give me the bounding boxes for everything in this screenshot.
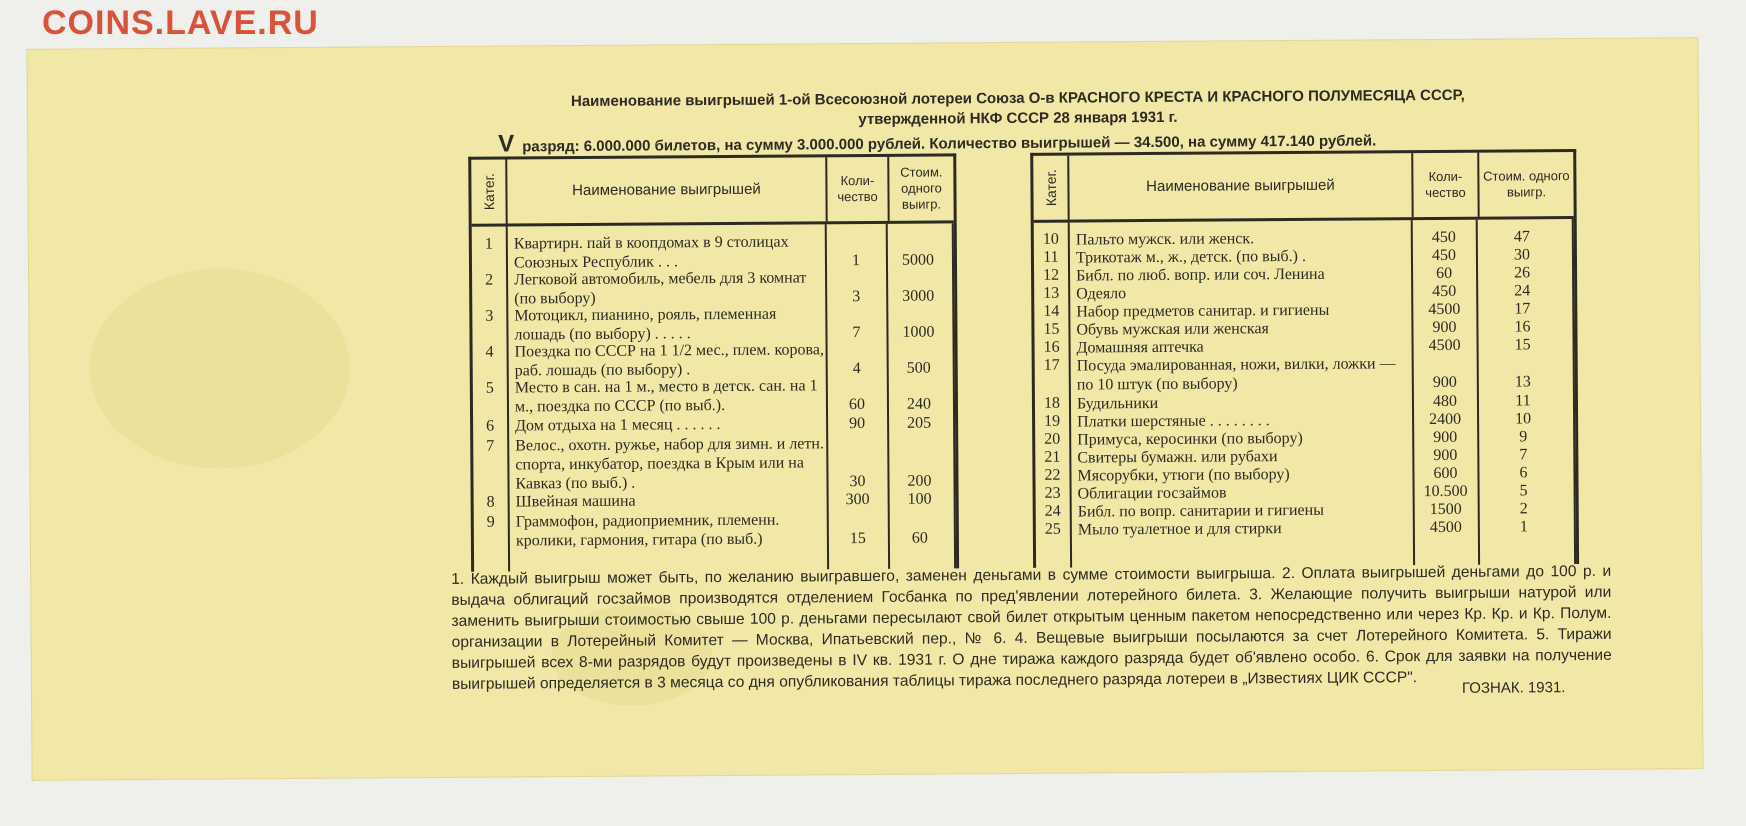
item-name-cell: Легковой автомобиль, мебель для 3 комнат (по выбору): [514, 269, 807, 308]
category-cell: 17: [1043, 356, 1060, 374]
value-cell: 30: [1513, 246, 1530, 264]
value-cell: 15: [1514, 336, 1531, 354]
category-cell: 5: [485, 379, 494, 397]
notes-paragraph: 1. Каждый выигрыш может быть, по желанию выигравшего, заменен деньгами в сумме стоимости выигрыша. 2. Оплата выигрышей деньгами до 100 р. и выдача облигаций госзаймов производятся отделением Госбанка по пред'явлении лотерейного билета. 3. Желающие получить выигрыши натурой или заменить выигрыши стоимостью свыше 100 р. деньгами пересылают свой билет открытым ценным пакетом непосредственно или через Кр. Кр. и Кр. Полум. организации в Лотерейный Комитет — Москва, Ипатьевский пер., № 6. 4. Вещевые выигрыши посылаются за счет Лотерейного Комитета. 5. Тиражи выигрышей всех 8-ми разрядов будут произведены в IV кв. 1931 г. О дне тиража каждого разряда будет об'явлено особо. 6. Срок для заявки на получение выигрышей определяется в 3 месяца со дня опубликования таблицы тиража последнего разряда лотереи в „Известиях ЦИК СССР".: [451, 562, 1612, 693]
category-cell: 4: [485, 343, 494, 361]
category-cell: 23: [1044, 484, 1061, 502]
watermark-text: COINS.LAVE.RU: [42, 4, 319, 42]
quantity-cell: 15: [849, 529, 866, 548]
lottery-ticket: [27, 38, 1702, 780]
quantity-cell: 4500: [1429, 518, 1462, 537]
quantity-cell: 90: [849, 414, 866, 433]
item-name-cell: Будильники: [1076, 394, 1159, 413]
quantity-cell: 7: [852, 324, 861, 342]
quantity-cell: 1: [851, 252, 861, 270]
quantity-cell: 900: [1432, 373, 1457, 392]
item-name-cell: Мыло туалетное и для стирки: [1077, 520, 1282, 539]
item-name-cell: Набор предметов санитар. и гигиены: [1076, 301, 1330, 321]
table-header: [1033, 152, 1573, 223]
quantity-cell: 600: [1433, 464, 1458, 483]
header-category: Катег.: [1033, 156, 1069, 220]
header-quantity: Коли-чество: [827, 157, 889, 221]
table-row: [474, 509, 956, 550]
category-cell: 12: [1043, 266, 1060, 284]
value-cell: 500: [906, 359, 931, 377]
printer-imprint: ГОЗНАК. 1931.: [1461, 679, 1566, 697]
item-name-cell: Пальто мужск. или женск.: [1075, 230, 1255, 249]
value-cell: 26: [1514, 264, 1531, 282]
item-name-cell: Граммофон, радиоприемник, племенн. кролики, гармония, гитара (по выб.): [515, 511, 780, 550]
item-name-cell: Посуда эмалированная, ножи, вилки, ложки — по 10 штук (по выбору): [1076, 355, 1396, 394]
value-cell: 11: [1515, 392, 1531, 410]
item-name-cell: Поездка по СССР на 1 1/2 мес., плем. корова, раб. лошадь (по выбору) .: [514, 341, 824, 380]
item-name-cell: Трикотаж м., ж., детск. (по выб.) .: [1075, 247, 1306, 267]
item-name-cell: Библ. по вопр. санитарии и гигиены: [1077, 501, 1324, 521]
table-row: [472, 267, 954, 308]
value-cell: 10: [1515, 410, 1532, 428]
value-cell: 2: [1519, 500, 1528, 518]
value-cell: 1: [1519, 518, 1528, 536]
table-row: [473, 375, 955, 416]
item-name-cell: Дом отдыха на 1 месяц . . . . . .: [515, 416, 721, 435]
item-name-cell: Облигации госзаймов: [1077, 484, 1227, 503]
value-cell: 9: [1519, 428, 1528, 446]
item-name-cell: Примуса, керосинки (по выбору): [1077, 429, 1303, 449]
value-cell: 17: [1514, 300, 1531, 318]
value-cell: 240: [906, 395, 932, 413]
item-name-cell: Платки шерстяные . . . . . . . .: [1077, 412, 1270, 431]
item-name-cell: Свитеры бумажн. или рубахи: [1077, 448, 1278, 467]
table-row: [1035, 353, 1575, 395]
item-name-cell: Велос., охотн. ружье, набор для зимн. и летн. спорта, инкубатор, поездка в Крым или на Кавказ (по выб.) .: [515, 435, 824, 493]
quantity-cell: 10.500: [1423, 482, 1468, 501]
table-header: [471, 156, 953, 226]
category-cell: 20: [1044, 430, 1061, 448]
value-cell: 205: [907, 414, 932, 432]
header-value: Стоим. одного выигр.: [1483, 168, 1570, 200]
table-body: [1034, 219, 1576, 568]
item-name-cell: Швейная машина: [515, 492, 636, 511]
value-cell: 7: [1519, 446, 1528, 464]
value-cell: 200: [907, 472, 932, 490]
quantity-cell: 450: [1432, 282, 1457, 301]
quantity-cell: 3: [852, 288, 861, 306]
razryad-numeral: V: [498, 130, 515, 158]
quantity-cell: 60: [848, 396, 866, 414]
value-cell: 13: [1514, 373, 1531, 391]
value-cell: 100: [907, 490, 932, 508]
category-cell: 6: [486, 417, 495, 435]
category-cell: 15: [1043, 320, 1060, 338]
table-row: [474, 489, 956, 511]
quantity-cell: 900: [1433, 428, 1458, 447]
table-body: [472, 223, 956, 571]
paper-stain: [89, 268, 350, 470]
item-name-cell: Библ. по люб. вопр. или соч. Ленина: [1076, 265, 1325, 285]
item-name-cell: Квартирн. пай в коопдомах в 9 столицах Союзных Республик . . .: [513, 233, 789, 272]
table-row: [472, 303, 954, 344]
quantity-cell: 900: [1433, 446, 1458, 465]
table-row: [472, 231, 954, 272]
value-cell: 47: [1513, 228, 1530, 246]
prize-table-left: [468, 153, 959, 571]
quantity-cell: 300: [845, 490, 870, 509]
quantity-cell: 450: [1431, 228, 1456, 247]
value-cell: 60: [911, 529, 928, 547]
category-cell: 14: [1043, 302, 1060, 320]
item-name-cell: Домашняя аптечка: [1076, 338, 1204, 357]
category-cell: 9: [486, 513, 495, 531]
header-line-2: утвержденной НКФ СССР 28 января 1931 г.: [858, 108, 1178, 129]
header-category: Катег.: [471, 159, 507, 223]
header-value: Стоим. одного выигр.: [900, 164, 943, 212]
category-cell: 13: [1043, 284, 1060, 302]
quantity-cell: 60: [1436, 264, 1453, 283]
category-cell: 22: [1044, 466, 1061, 484]
category-cell: 8: [486, 493, 495, 511]
quantity-cell: 4: [852, 360, 861, 378]
category-cell: 19: [1044, 412, 1061, 430]
category-cell: 16: [1043, 338, 1060, 356]
value-cell: 1000: [902, 323, 935, 341]
category-cell: 25: [1044, 520, 1061, 538]
category-cell: 18: [1043, 394, 1061, 412]
category-cell: 2: [485, 271, 494, 289]
table-row: [473, 433, 955, 493]
quantity-cell: 480: [1432, 392, 1458, 411]
category-cell: 7: [486, 437, 495, 455]
category-cell: 1: [484, 235, 493, 253]
prize-table-right: [1030, 149, 1579, 568]
table-row: [1036, 517, 1576, 540]
quantity-cell: 4500: [1428, 300, 1461, 319]
quantity-cell: 2400: [1429, 410, 1462, 429]
header-quantity: Коли-чество: [1413, 153, 1479, 217]
header-line-1: Наименование выигрышей 1-ой Всесоюзной лотереи Союза О-в КРАСНОГО КРЕСТА И КРАСНОГО ПОЛУМЕСЯЦА СССР,: [570, 86, 1465, 111]
item-name-cell: Обувь мужская или женская: [1076, 320, 1269, 339]
quantity-cell: 1500: [1429, 500, 1462, 519]
category-cell: 3: [485, 307, 494, 325]
value-cell: 24: [1514, 282, 1531, 300]
quantity-cell: 4500: [1428, 336, 1461, 355]
quantity-cell: 30: [849, 472, 866, 491]
value-cell: 16: [1514, 318, 1531, 336]
category-cell: 21: [1044, 448, 1061, 466]
item-name-cell: Мясорубки, утюги (по выбору): [1077, 466, 1290, 485]
razryad-text: разряд: 6.000.000 билетов, на сумму 3.000.000 рублей. Количество выигрышей — 34.500, на сумму 417.140 рублей.: [522, 132, 1377, 156]
quantity-cell: 450: [1431, 246, 1457, 265]
value-cell: 5000: [901, 251, 935, 269]
header-name: Наименование выигрышей: [507, 157, 827, 223]
value-cell: 3000: [902, 287, 935, 305]
value-cell: 5: [1519, 482, 1528, 500]
header-name: Наименование выигрышей: [1069, 153, 1413, 219]
category-cell: 11: [1043, 248, 1059, 266]
category-cell: 10: [1042, 230, 1059, 248]
value-cell: 6: [1519, 464, 1528, 482]
item-name-cell: Одеяло: [1076, 285, 1127, 303]
quantity-cell: 900: [1432, 318, 1457, 337]
item-name-cell: Мотоцикл, пианино, рояль, племенная лошадь (по выбору) . . . . .: [514, 305, 777, 344]
item-name-cell: Место в сан. на 1 м., место в детск. сан. на 1 м., поездка по СССР (по выб.).: [514, 377, 818, 416]
category-cell: 24: [1044, 502, 1061, 520]
table-row: [473, 339, 955, 380]
table-row: [473, 413, 955, 435]
